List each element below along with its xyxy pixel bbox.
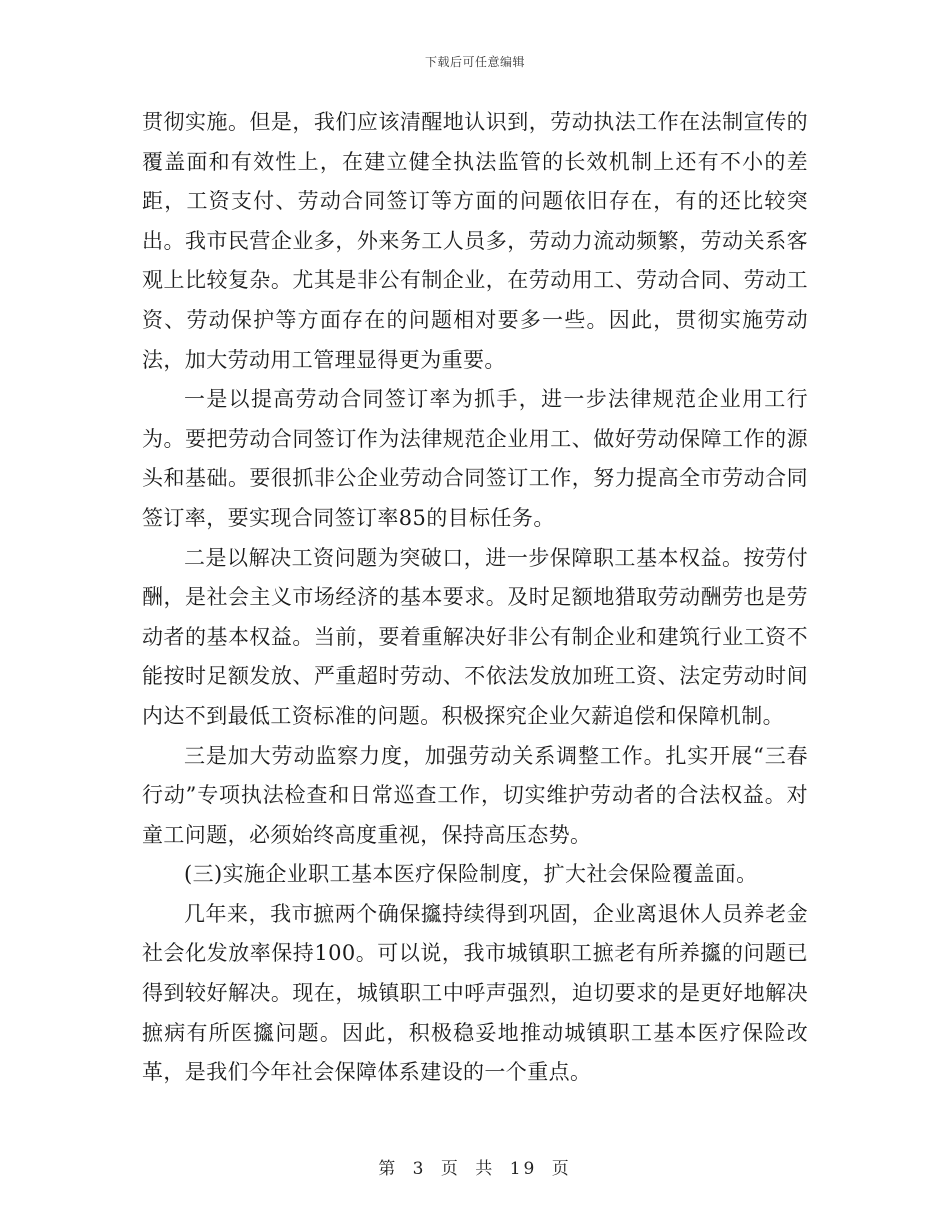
page-number-footer: 第 3 页 共 19 页 [378, 1159, 572, 1179]
section-heading-medical-insurance: (三)实施企业职工基本医疗保险制度，扩大社会保险覆盖面。 [184, 862, 758, 887]
page-header: 下载后可任意编辑 [424, 55, 525, 69]
paragraph-labor-contract: 一是以提高劳动合同签订率为抓手，进一步法律规范企业用工行为。要把劳动合同签订作为法律规范企业用工、做好劳动保障工作的源头和基础。要很抓非公企业劳动合同签订工作，努力提高全市劳动合同签订率，要实现合同签订率85的目标任务。 [142, 387, 808, 530]
paragraph-continuation: 贯彻实施。但是，我们应该清醒地认识到，劳动执法工作在法制宣传的覆盖面和有效性上，在建立健全执法监管的长效机制上还有不小的差距，工资支付、劳动合同签订等方面的问题依旧存在，有的还比较突出。我市民营企业多，外来务工人员多，劳动力流动频繁，劳动关系客观上比较复杂。尤其是非公有制企业，在劳动用工、劳动合同、劳动工资、劳动保护等方面存在的问题相对要多一些。因此，贯彻实施劳动法，加大劳动用工管理显得更为重要。 [142, 110, 808, 372]
paragraph-wages: 二是以解决工资问题为突破口，进一步保障职工基本权益。按劳付酬，是社会主义市场经济的基本要求。及时足额地猎取劳动酬劳也是劳动者的基本权益。当前，要着重解决好非公有制企业和建筑行业工资不能按时足额发放、严重超时劳动、不依法发放加班工资、法定劳动时间内达不到最低工资标准的问题。积极探究企业欠薪追偿和保障机制。 [142, 545, 808, 728]
document-body [142, 103, 808, 1093]
paragraph-labor-inspection: 三是加大劳动监察力度，加强劳动关系调整工作。扎实开展“三春行动”专项执法检查和日常巡查工作，切实维护劳动者的合法权益。对童工问题，必须始终高度重视，保持高压态势。 [142, 743, 808, 847]
paragraph-medical-insurance: 几年来，我市摭两个确保攨持续得到巩固，企业离退休人员养老金社会化发放率保持100。可以说，我市城镇职工摭老有所养攨的问题已得到较好解决。现在，城镇职工中呼声强烈，迫切要求的是更好地解决摭病有所医攨问题。因此，积极稳妥地推动城镇职工基本医疗保险改革，是我们今年社会保障体系建设的一个重点。 [142, 901, 808, 1085]
